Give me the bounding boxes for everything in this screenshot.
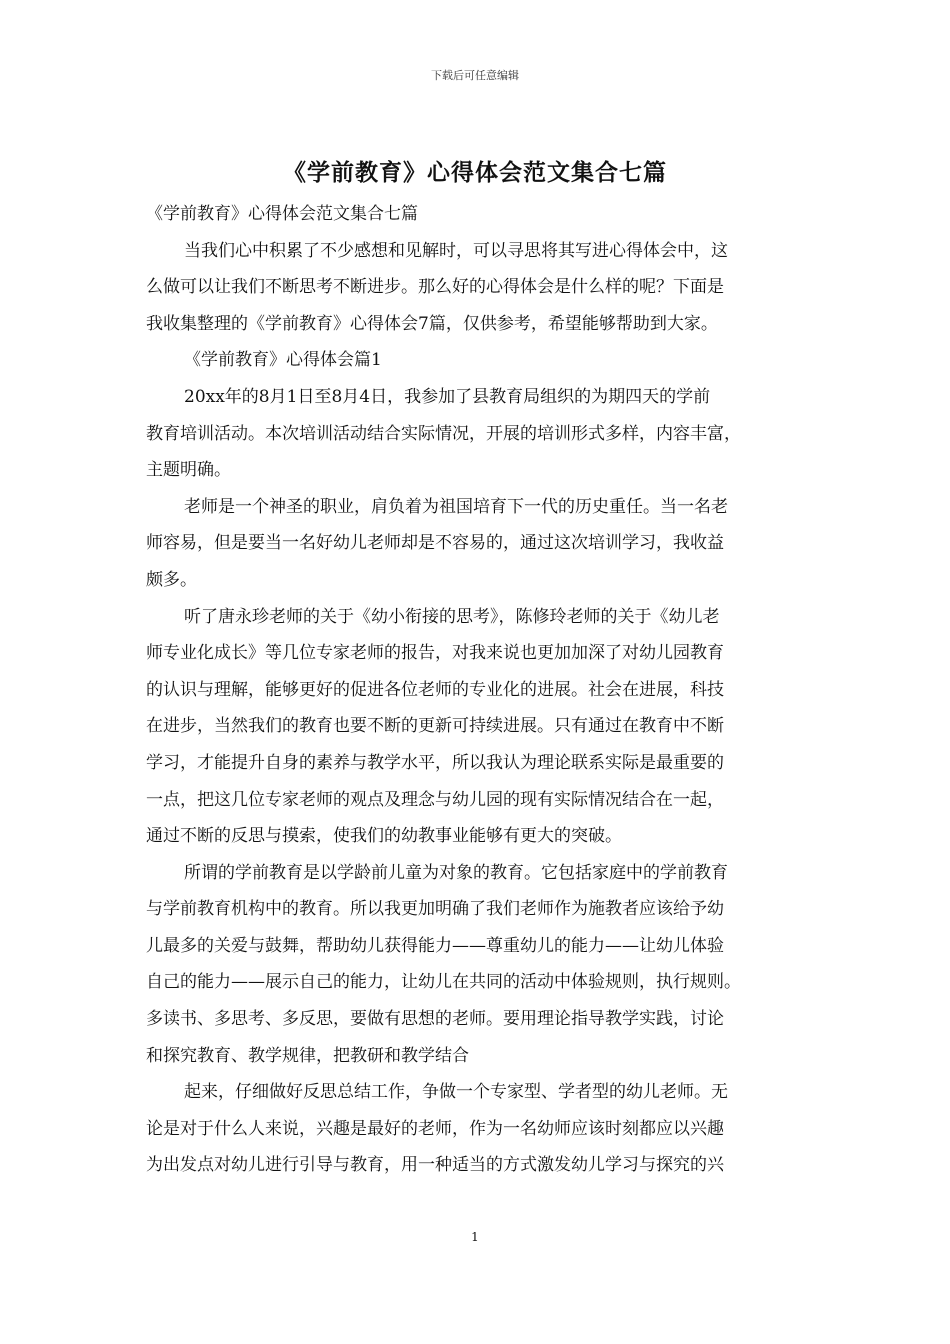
text-line: 和探究教育、教学规律，把教研和教学结合: [146, 1045, 469, 1066]
text-line: 的认识与理解，能够更好的促进各位老师的专业化的进展。社会在进展，科技: [146, 679, 724, 700]
header-note: 下载后可任意编辑: [431, 69, 519, 82]
text-line: 颇多。: [146, 569, 197, 590]
text-line: 教育培训活动。本次培训活动结合实际情况，开展的培训形式多样，内容丰富，: [146, 423, 741, 444]
document-body: [146, 196, 808, 1184]
text-line: 起来，仔细做好反思总结工作，争做一个专家型、学者型的幼儿老师。无: [184, 1082, 728, 1103]
text-line: 《学前教育》心得体会篇1: [184, 350, 382, 371]
text-line: 我收集整理的《学前教育》心得体会7篇，仅供参考，希望能够帮助到大家。: [146, 313, 718, 334]
text-line: 儿最多的关爱与鼓舞，帮助幼儿获得能力——尊重幼儿的能力——让幼儿体验: [146, 935, 724, 956]
text-line: 与学前教育机构中的教育。所以我更加明确了我们老师作为施教者应该给予幼: [146, 899, 724, 920]
text-line: 《学前教育》心得体会范文集合七篇: [146, 204, 418, 224]
text-line: 老师是一个神圣的职业，肩负着为祖国培育下一代的历史重任。当一名老: [184, 496, 728, 517]
text-line: 学习，才能提升自身的素养与教学水平，所以我认为理论联系实际是最重要的: [146, 752, 724, 773]
text-line: 论是对于什么人来说，兴趣是最好的老师，作为一名幼师应该时刻都应以兴趣: [146, 1118, 724, 1139]
text-line: 听了唐永珍老师的关于《幼小衔接的思考》，陈修玲老师的关于《幼儿老: [184, 606, 720, 627]
text-line: 自己的能力——展示自己的能力，让幼儿在共同的活动中体验规则，执行规则。: [146, 972, 741, 993]
text-line: 20xx年的8月1日至8月4日，我参加了县教育局组织的为期四天的学前: [184, 386, 711, 407]
text-line: 师容易，但是要当一名好幼儿老师却是不容易的，通过这次培训学习，我收益: [146, 533, 724, 554]
text-line: 在进步，当然我们的教育也要不断的更新可持续进展。只有通过在教育中不断: [146, 716, 724, 737]
page-number: 1: [471, 1230, 479, 1244]
text-line: 主题明确。: [146, 460, 231, 481]
text-line: 多读书、多思考、多反思，要做有思想的老师。要用理论指导教学实践，讨论: [146, 1009, 724, 1030]
text-line: 一点，把这几位专家老师的观点及理念与幼儿园的现有实际情况结合在一起，: [146, 789, 724, 810]
document-title: 《学前教育》心得体会范文集合七篇: [283, 159, 667, 186]
text-line: 所谓的学前教育是以学龄前儿童为对象的教育。它包括家庭中的学前教育: [184, 862, 728, 883]
text-line: 么做可以让我们不断思考不断进步。那么好的心得体会是什么样的呢？下面是: [146, 277, 724, 298]
text-line: 为出发点对幼儿进行引导与教育，用一种适当的方式激发幼儿学习与探究的兴: [146, 1155, 724, 1176]
text-line: 通过不断的反思与摸索，使我们的幼教事业能够有更大的突破。: [146, 826, 622, 847]
text-line: 师专业化成长》等几位专家老师的报告，对我来说也更加加深了对幼儿园教育: [146, 643, 724, 664]
text-line: 当我们心中积累了不少感想和见解时，可以寻思将其写进心得体会中，这: [184, 240, 728, 261]
